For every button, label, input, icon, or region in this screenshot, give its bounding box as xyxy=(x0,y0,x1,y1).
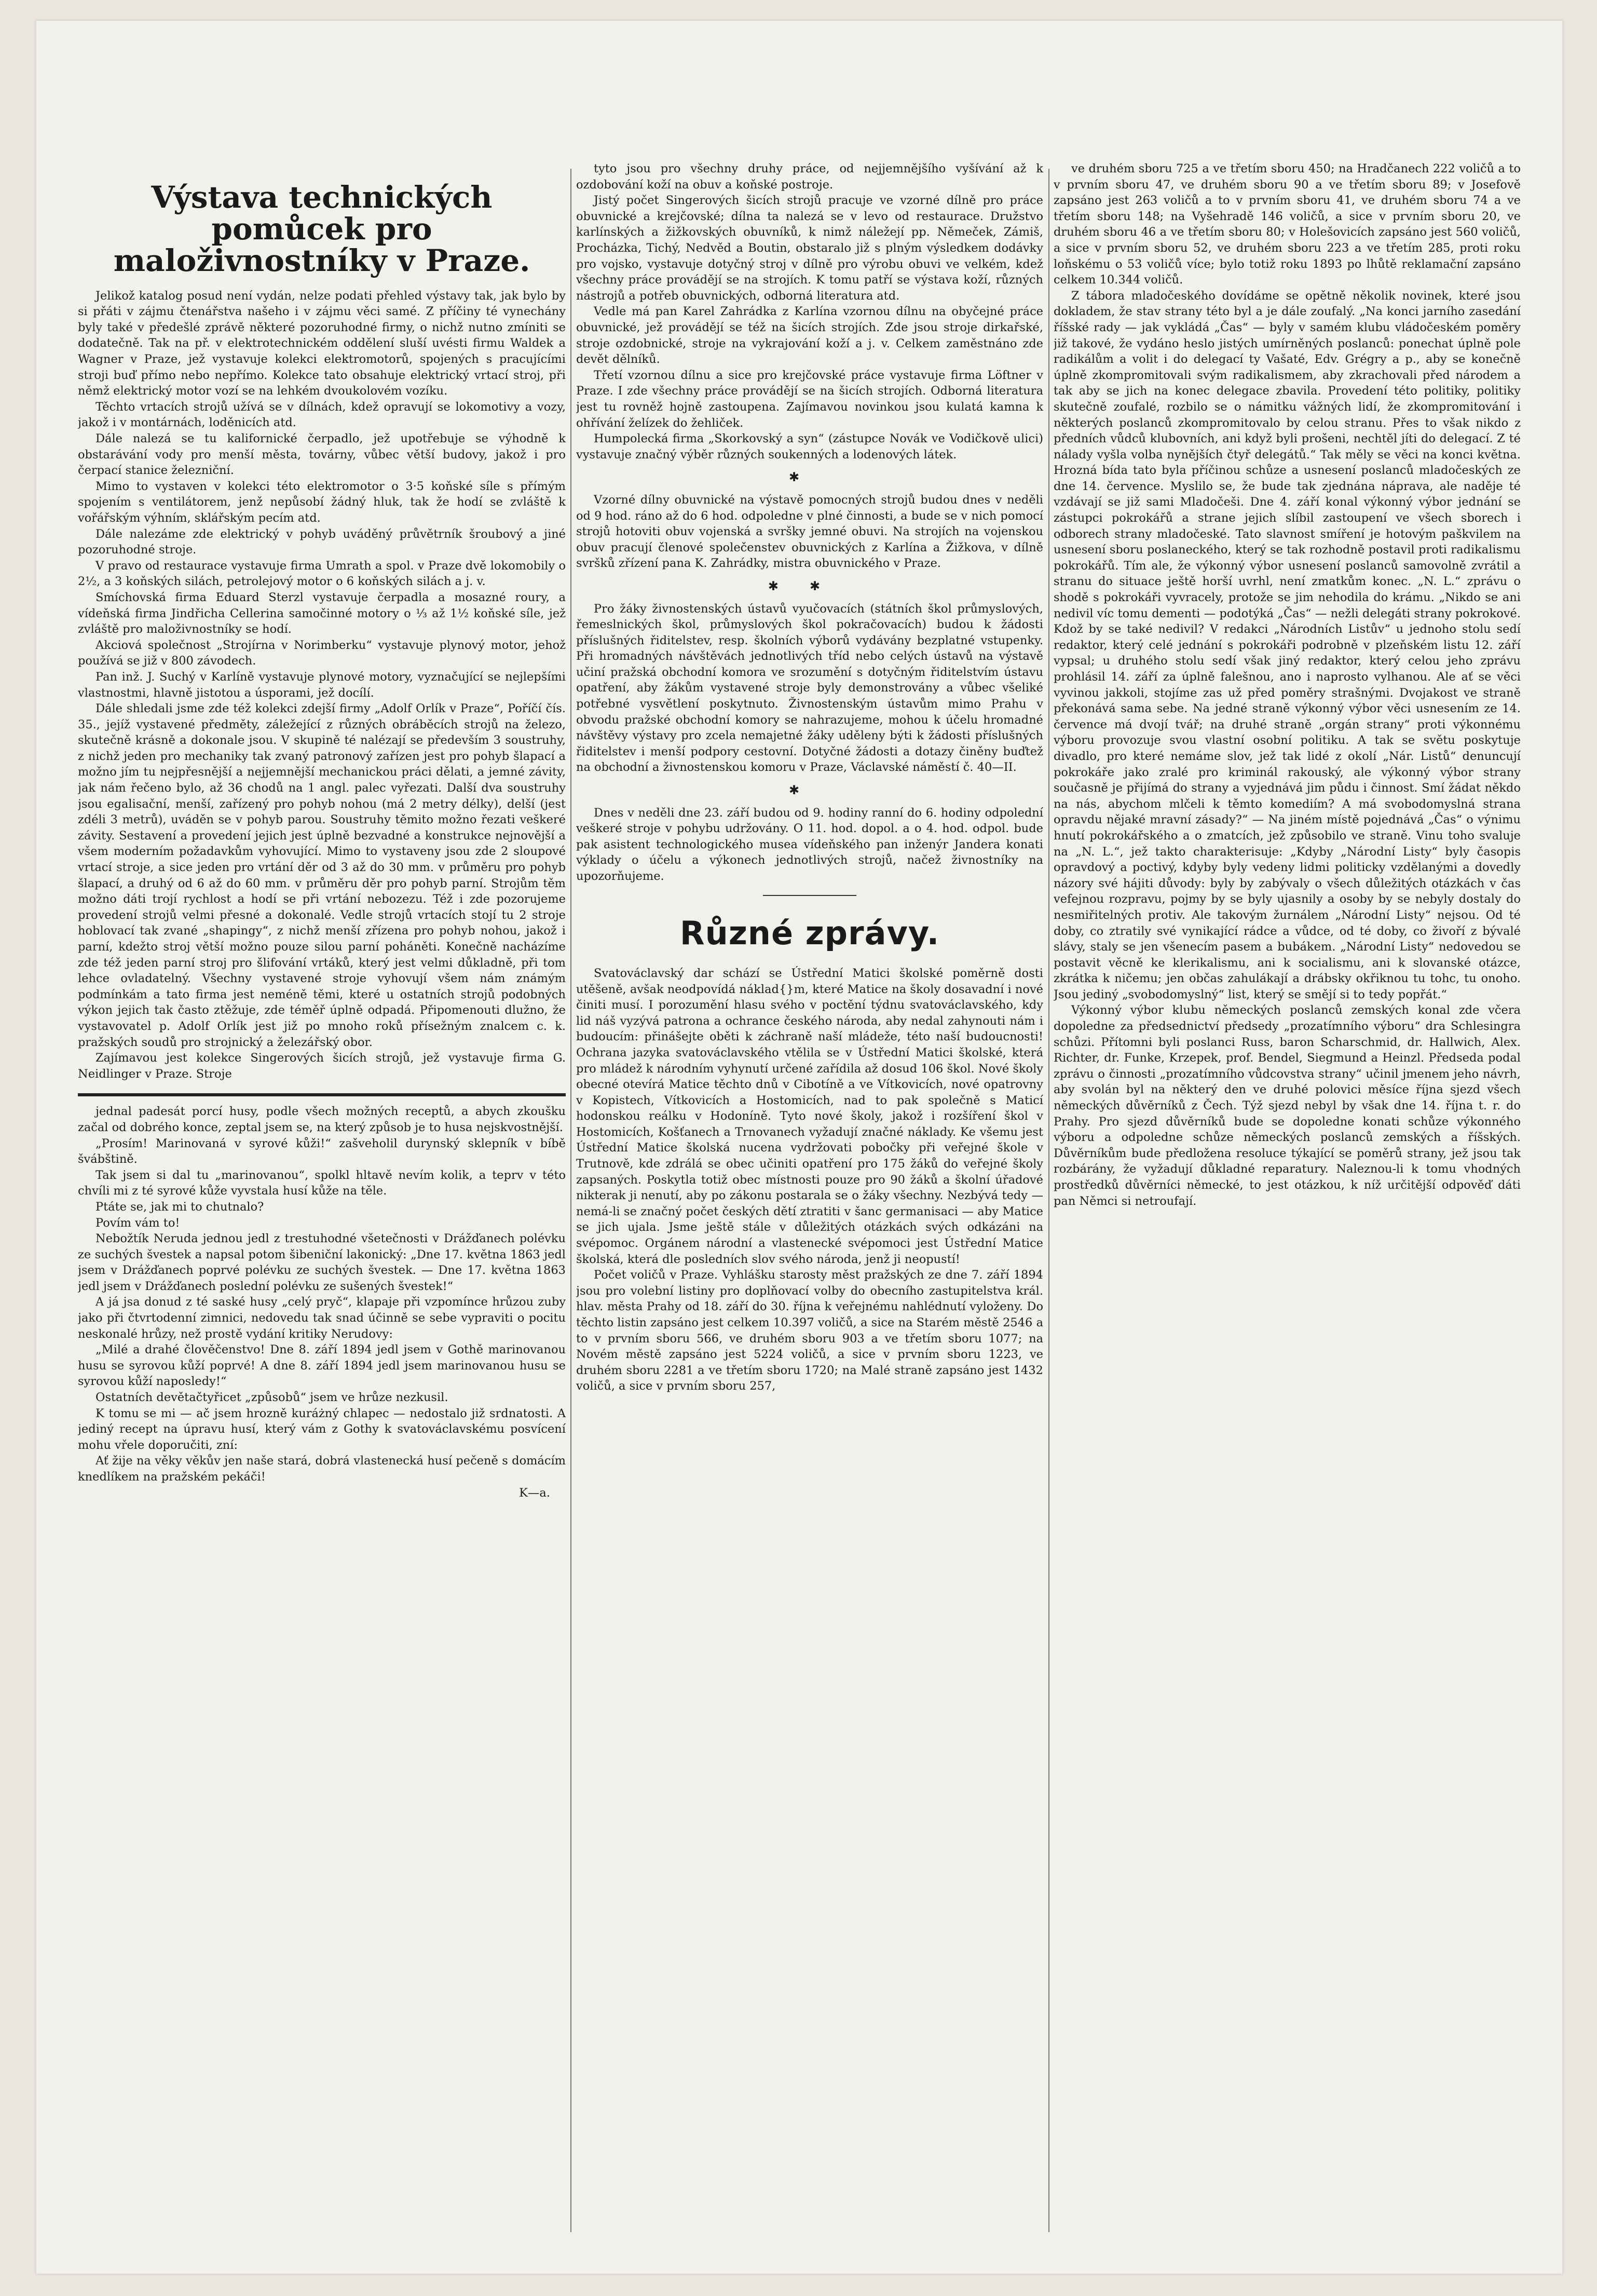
paragraph: Humpolecká firma „Skorkovský a syn“ (zástupce Novák ve Vodičkově ulici) vystavuje značný výběr různých soukenných a lodenových látek. xyxy=(576,432,1043,461)
column-1 xyxy=(78,161,566,2237)
star-separator: ✱ xyxy=(788,470,831,485)
paragraph: Ať žije na věky věkův jen naše stará, dobrá vlastenecká husí pečeně s domácím knedlíkem na pražském pekáči! xyxy=(78,1454,566,1484)
feuilleton xyxy=(78,1104,566,1501)
section-title: Různé zprávy. xyxy=(679,914,940,952)
paragraph: Dále nalezá se tu kalifornické čerpadlo, jež upotřebuje se výhodně k obstarávání vody pro menší města, továrny, vůbec větší budovy, jakož i pro čerpací stanice železniční. xyxy=(78,432,566,478)
paragraph: Ptáte se, jak mi to chutnalo? xyxy=(95,1200,264,1214)
news-paragraph: ve druhém sboru 725 a ve třetím sboru 450; na Hradčanech 222 voličů a to v prvním sboru 47, ve druhém sboru 90 a ve třetím sboru 89; v Josefově zapsáno jest 263 voličů a to v prvním sboru 41, ve druhém sboru 74 a ve třetím sboru 148; na Vyšehradě 146 voličů, a sice v prvním sboru 20, ve druhém sboru 46 a ve třetím sboru 80; v Holešovicích zapsáno jest 560 voličů, a sice v prvním sboru 52, ve druhém sboru 223 a ve třetím 285, proti roku loňskému o 53 voličů více; bylo totiž roku 1893 po lhůtě reklamační zapsáno celkem 10.344 voličů. xyxy=(1054,162,1521,287)
paragraph: K tomu se mi — ač jsem hrozně kuráżný chlapec — nedostalo již srdnatosti. A jediný recept na úpravu husí, který vám z Gothy k svatováclavskému posvícení mohu vřele doporučiti, zní: xyxy=(78,1406,566,1452)
paragraph: Pro žáky živnostenských ústavů vyučovacích (státních škol průmyslových, řemeslnických škol, průmyslových škol pokračovacích) budou k žádosti příslušných řiditelstev, resp. školních výborů vydávány bezplatné vstupenky. Při hromadných návštěvách jednotlivých tříd nebo celých ústavů na výstavě učiní pražská obchodní komora ve srozumění s dotyčným řiditelstvím ústavu opatření, aby žákům vystavené stroje byly demonstrovány a vůbec všeliké potřebné vysvětlení poskytnuto. Živnostenským ústavům mimo Prahu v obvodu pražské obchodní komory se nahrazujeme, mohou k účelu hromadné návštěvy výstavy pro zcela nemajetné žáky uděleny býti k žádosti příslušných řiditelstev i menší podpory cestovní. Dotyčné žádosti a dotazy činěny buďtež na obchodní a živnostenskou komoru v Praze, Václavské náměstí č. 40—II. xyxy=(576,602,1043,775)
paragraph: Zajímavou jest kolekce Singerových šicích strojů, jež vystavuje firma G. Neidlinger v Praze. Stroje xyxy=(78,1051,566,1081)
news-items xyxy=(576,966,1043,1394)
paragraph: Dále shledali jsme zde též kolekci zdejší firmy „Adolf Orlík v Praze“, Poříčí čís. 35., jejíž vystavené předměty, záležející z různých obráběcích strojů na železo, skutečně krásně a dokonale jsou. V skupině té nalézají se především 3 soustruhy, z nichž jeden pro mechaniky tak zvaný patronový zařízen jest pro pohyb šlapací a možno jím tu nejpřesnější a nejjemnější mechanickou práci dělati, a jemné závity, jak nám řečeno bylo, až 36 chodů na 1 angl. palec vyřezati. Další dva soustruhy jsou egalisační, menší, zařízený pro pohyb nohou (má 2 metry délky), delší (jest zdéli 3 metrů), uváděn se v pohyb parou. Soustruhy těmito možno řezati veškeré závity. Sestavení a provedení jejich jest úplně bezvadné a konstrukce nejnovější a všem moderním požadavkům vyhovující. Mimo to vystaveny jsou zde 2 sloupové vrtací stroje, a sice jeden pro vrtání děr od 3 až do 30 mm. v průměru pro pohyb šlapací, a druhý od 6 až do 60 mm. v průměru děr pro pohyb parní. Strojům těm možno dáti trojí rychlost a hodí se při vrtání nebozezu. Též i zde pozorujeme provedení strojů velmi přesné a dokonalé. Vedle strojů vrtacích stojí tu 2 stroje hoblovací tak zvané „shapingy“, z nichž menší zřízena pro pohyb nohou, jakož i parní, kdežto stroj větší možno pouze silou parní poháněti. Konečně nacházíme zde též jeden parní stroj pro šlifování vrtáků, který jest velmi důkladně, při tom lehce ovladatelný. Všechny vystavené stroje vyhovují všem nám známým podmínkám a tato firma jest neméně těmi, které u ostatních strojů podobných výkon jejich tak často ztěžuje, zde téměř úplně odpadá. Připomenouti dlužno, že vystavovatel p. Adolf Orlík jest již po mnoho roků přísežným znalcem c. k. pražských soudů pro strojnický a železářský obor. xyxy=(78,702,566,1049)
paragraph: jednal padesát porcí husy, podle všech možných receptů, a abych zkoušku začal od dobrého konce, zeptal jsem se, na který způsob je to husa nejskvostnější. xyxy=(78,1105,566,1134)
paragraph: Povím vám to! xyxy=(95,1216,180,1230)
paragraph: Dále nalezáme zde elektrický v pohyb uváděný průvětrník šroubový a jiné pozoruhodné stroje. xyxy=(78,527,566,557)
news-paragraph: Výkonný výbor klubu německých poslanců zemských konal zde včera dopoledne za předsednictví předsedy „prozatímního výboru“ dra Schlesingra schůzi. Přítomni byli poslanci Russ, baron Scharschmid, dr. Hallwich, Alex. Richter, dr. Funke, Krzepek, prof. Bendel, Siegmund a Heinzl. Předseda podal zprávu o činnosti „prozatímního vůdcovstva strany“ učinil jmenem jeho návrh, aby svolán byl na některý den ve druhé polovici měsíce října sjezd všech německých důvěrníků z Čech. Týž sjezd nebyl by však dne 14. října t. r. do Prahy. Pro sjezd důvěrníků bude se dopoledne konati schůze výkonného výboru a odpoledne schůze německých poslanců zemských a říšských. Důvěrníkům bude předložena resoluce týkající se poměrů strany, jež jsou tak rozbárány, že vyžadují důkladné reparatury. Naleznou-li k tomu vhodných prostředků důvěrníci německé, to jest otázkou, k níž určitější odpověď dáti pan Němci si netroufají. xyxy=(1054,1003,1521,1208)
exhibition-article xyxy=(78,288,566,1082)
paragraph: Těchto vrtacích strojů užívá se v dílnách, kdež opravují se lokomotivy a vozy, jakož i v montárnách, loděnicích atd. xyxy=(78,400,566,430)
column-2 xyxy=(576,161,1043,2237)
paragraph: Ostatních devětačtyřicet „způsobů“ jsem ve hrůze nezkusil. xyxy=(95,1391,448,1405)
paragraph: Tak jsem si dal tu „marinovanou“, spolkl hltavě nevím kolik, a teprv v této chvíli mi z té syrové kůže vyvstala husí kůže na těle. xyxy=(78,1168,566,1198)
paragraph: „Milé a drahé člověčenstvo! Dne 8. září 1894 jedl jsem v Gothě marinovanou husu se syrovou kůží poprvé! A dne 8. září 1894 jedl jsem marinovanou husu se syrovou kůží naposledy!“ xyxy=(78,1343,566,1389)
star-separator: ✱✱ xyxy=(768,578,852,593)
star-separator: ✱ xyxy=(788,783,831,798)
column-rule xyxy=(570,169,571,2232)
news-paragraph: Z tábora mladočeského dovídáme se opětně několik novinek, které jsou dokladem, že stav strany této byl a je dále zoufalý. „Na konci jarního zasedání říšské rady — jak vykládá „Čas“ — byly v samém klubu vládočeském poměry již takové, že vydáno heslo jistých umírněných poslanců: ponechat úplně pole radikálům a volit i do delegací ty Vašaté, Edv. Grégry a p., aby se konečně úplně zkompromitovali svým radikalismem, aby zkrachovali před národem a tak aby se jich na konec delegace zbavila. Provedení této politiky, politiky skutečně zoufalé, rozbilo se o námitku vážných lidí, že zkompromitování i některých poslanců zkompromitovalo by celou stranu. Přes to však nikdo z předních vůdců klubovních, ani když byli prošeni, nechtěl jíti do delegací. Z té nálady vyšla volba nynějších čtyř delegátů.“ Tak měly se věci na konci května. Hrozná bída tato byla příčinou schůze a usnesení poslanců mladočeských ze dne 14. července. Myslilo se, že bude tak zjednána náprava, ale naděje té vzdávají se již sami Mladočeši. Dne 4. září konal výkonný výbor jednání se zástupci pokrokářů a strane jejich slíbil zastoupení ve všech sborech i odborech strany mladočeské. Tato slavnost smíření je hotovým paškvilem na usnesení sboru poslaneckého, který se tak rozhodně postavil proti radikalismu pokrokářů. Tím ale, že výkonný výbor usnesení poslanců samovolně zvrátil a stranu do situace ještě horší uvrhl, není zmatkům konec. „N. L.“ zprávu o shodě s pokrokáři vyvracely, protože se jim nehodila do krámu. „Nikdo se ani nedivil víc tomu dementi — podotýká „Čas“ — nežli delegáti strany pokrokové. Kdož by se také nedivil? V redakci „Národních Listův“ u jednoho stolu sedí redaktor, který celé jednání s pokrokáři podrobně v plzeňském listu 12. září vypsal; u druhého stolu sedí však jiný redaktor, který celou jeho zprávu prohlásil 14. září za úplně falešnou, ano i naprosto vylhanou. Ale ať se věci vyvinou jakkoli, stojíme zas už před poměry strašnými. Dvojakost ve straně překonává sama sebe. Na jedné straně výkonný výbor věci usnesením ze 14. července má dvojí tvář; na druhé straně „orgán strany“ proti výkonnému výboru provozuje svou vlastní osobní politiku. A tak se světu poskytuje divadlo, pro které nemáme slov, jež tak lidé z okolí „Nár. Listů“ denuncují pokrokáře jako zralé pro kriminál rakouský, ale výkonný výbor strany současně je přijímá do strany a vyjednává jim půdu i činnost. Smí žádat někdo na nás, abychom mlčeli k těmto komediím? A má svobodomyslná strana opravdu nějaké mravní zásady?“ — Na jiném místě pojednává „Čas“ o výnimu hnutí pokrokářského a o zmatcích, jež způsobilo ve straně. Vinu toho svaluje na „N. L.“, jež takto charakterisuje: „Kdyby „Národní Listy“ byly časopis opravdový a poctivý, kdyby byly vedeny lidmi politicky vzdělanými a dovedly názory své hájiti důvody: byly by zabývaly o všech důležitých otázkách v čas vefejnou rozpravu, pojmy by se byly ujasnily a osoby by se nebyly dostaly do nesmiřitelných protiv. Ale takovým žurnálem „Národní Listy“ nejsou. Od té doby, co ztratily své vynikající rádce a vůdce, od té doby, co živoří z bývalé slávy, staly se jen všenecím pasem a bubákem. „Národní Listy“ nedovedou se postavit věcně ke klerikalismu, ani k socialismu, ani k slovanské otázce, zkrátka k ničemu; jen občas zahulákají a drábsky okřiknou tu tohc, tu onoho. Jsou jediný „svobodomyslný“ list, který se smějí si to tedy popřát.“ xyxy=(1054,289,1521,1001)
paragraph: Mimo to vystaven v kolekci této elektromotor o 3·5 koňské síle s přímým spojením s ventilátorem, jenž nepůsobí žádný hluk, tak že hodí se zvláště k vořářským výhním, sklářským pecím atd. xyxy=(78,479,566,525)
paragraph: Vedle má pan Karel Zahrádka z Karlína vzornou dílnu na obyčejné práce obuvnické, jež provádějí se též na šicích strojích. Zde jsou stroje dirkařské, stroje ozdobnické, stroje na vykrajování koží a j. v. Celkem zaměstnáno zde devět dělníků. xyxy=(576,305,1043,366)
column-rule xyxy=(1048,169,1049,2232)
paragraph: „Prosím! Marinovaná v syrové kůži!“ zašveholil durynský sklepník v bíbě švábštině. xyxy=(78,1136,566,1166)
paragraph: A já jsa donud z té saské husy „celý pryč“, klapaje při vzpomínce hrůzou zuby jako při čtvrtodenní zimnici, nedovedu tak snad účinně se sebe vypraviti o pocitu neskonalé hrůzy, než prostě vydání kritiky Nerudovy: xyxy=(78,1295,566,1341)
short-rule xyxy=(763,895,856,896)
news-paragraph: Svatováclavský dar schází se Ústřední Matici školské poměrně dosti utěšeně, avšak neodpovídá náklad{}m, které Matice na školy dosavadní i nové činiti musí. I porozumění hlasu svého v poctění týdnu svatováclavského, kdy lid náš vyzývá patrona a ochrance českého národa, aby nedal zahynouti nám i budoucím: přinášejte oběti k záchraně naší mládeže, této naší budoucnosti! Ochrana jazyka svatováclavského vtělila se v Ústřední Matici školské, která pro mládež k národním vyhynutí určené zařídila až dosud 106 škol. Nové školy obecné otevírá Matice těchto dnů v Cibotíně a ve Vítkovicích, nové opatrovny v Kopistech, Vítkovicích a Hostomicích, nad to pak společně s Maticí hodonskou reálku v Hodoníně. Tyto nové školy, jakož i rozšíření škol v Hostomicích, Košťanech a Trnovanech vyžadují značné náklady. Ke všemu jest Ústřední Matice školská nucena vydržovati pobočky při veřejné škole v Trutnově, kde zdrálá se obec učiniti opatření pro 175 žáků do veřejné školy zapsaných. Poskytla totiž obec místnosti pouze pro 90 žáků a školní úřadové nikterak ji nenutí, aby po zákonu postarala se o žáky všechny. Nezbývá tedy — nemá-li se značný počet českých dětí ztratiti v šanc germanisaci — aby Matice se jich ujala. Jsme ještě stále v důležitých otázkách svých odkázáni na svépomoc. Orgánem národní a vlastenecké svépomoci jest Ústřední Matice školská, která dle posledních slov svého národa, jenž ji neopustí! xyxy=(576,966,1043,1266)
article-headline: Výstava technických pomůcek pro maloživnostníky v Praze. xyxy=(113,180,530,278)
column-3 xyxy=(1054,161,1521,2237)
newspaper-page xyxy=(36,21,1562,2274)
section-divider xyxy=(78,1093,566,1096)
paragraph: tyto jsou pro všechny druhy práce, od nejjemnějšího vyšívání až k ozdobování koží na obuv a koňské postroje. xyxy=(576,162,1043,192)
paragraph: Vzorné dílny obuvnické na výstavě pomocných strojů budou dnes v neděli od 9 hod. ráno až do 6 hod. odpoledne v plné činnosti, a bude se v nich pomocí strojů hotoviti obuv vojenská a svršky jemné obuvi. Na strojích na vojenskou obuv pracují členové společenstev obuvnických z Karlína a Žižkova, v dílně svršků zřízení pana K. Zahrádky, mistra obuvnického v Praze. xyxy=(576,493,1043,570)
exhibition-article-continued xyxy=(576,161,1043,885)
paragraph: V pravo od restaurace vystavuje firma Umrath a spol. v Praze dvě lokomobily o 2½, a 3 koňských silách, petrolejový motor o 6 koňských silách a j. v. xyxy=(78,559,566,589)
paragraph: Smíchovská firma Eduard Sterzl vystavuje čerpadla a mosazné roury, a vídeňská firma Jindřicha Cellerina samočinné motory o ⅓ až 1½ koňské síle, jež zvláště pro maloživnostníky se hodí. xyxy=(78,590,566,636)
paragraph: Dnes v neděli dne 23. září budou od 9. hodiny ranní do 6. hodiny odpolední veškeré stroje v pohybu udržovány. O 11. hod. dopol. a o 4. hod. odpol. bude pak asistent technologického musea vídeňského pan inženýr Jandera konati výklady o účelu a výkonech jednotlivých strojů, načež živnostníky na upozorňujeme. xyxy=(576,806,1043,884)
paragraph: Pan inž. J. Suchý v Karlíně vystavuje plynové motory, vyznačující se nejlepšími vlastnostmi, hlavně jistotou a úsporami, jež docílí. xyxy=(78,670,566,700)
author-signature: K—a. xyxy=(519,1486,550,1500)
paragraph: Akciová společnost „Strojírna v Norimberku“ vystavuje plynový motor, jehož používá se již v 800 závodech. xyxy=(78,638,566,668)
news-paragraph: Počet voličů v Praze. Vyhlášku starosty měst pražských ze dne 7. září 1894 jsou pro volební listiny pro doplňovací volby do obecního zastupitelstva král. hlav. města Prahy od 18. září do 30. října k veřejnému nahlédnutí vyloženy. Do těchto listin zapsáno jest celkem 10.397 voličů, a sice na Starém městě 2546 a to v prvním sboru 566, ve druhém sboru 903 a ve třetím sboru 1077; na Novém městě zapsáno jest 5224 voličů, a sice v prvním sboru 1223, ve druhém sboru 2281 a ve třetím sboru 1720; na Malé straně zapsáno jest 1432 voličů, a sice v prvním sboru 257, xyxy=(576,1268,1043,1393)
paragraph: Jelikož katalog posud není vydán, nelze podati přehled výstavy tak, jak bylo by si přáti v zájmu čtenářstva našeho i v zájmu věci samé. Z příčiny té vynechány byly také v předešlé zprávě některé pozoruhodné firmy, o nichž nutno zmíniti se dodatečně. Tak na př. v elektrotechnickém oddělení sluší uvésti firmu Waldek a Wagner v Praze, jež vystavuje kolekci elektromotorů, spojených s pracujícími stroji buď přímo nebo nepřímo. Kolekce tato obsahuje elektrický vrtací stroj, při němž elektrický motor vozí se na lehkém dvoukolovém vozíku. xyxy=(78,289,566,398)
paragraph: Jistý počet Singerových šicích strojů pracuje ve vzorné dílně pro práce obuvnické a krejčovské; dílna ta nalezá se v levo od restaurace. Družstvo karlínských a žižkovských obuvníků, k nimž náležejí pp. Němeček, Zámiš, Procházka, Tichý, Nedvěd a Boutin, obstaralo již s plným výsledkem dodávky pro vojsko, vystavuje dotyčný stroj v dílně pro výrobu obuvi ve velkém, kdež všechny práce provádějí se na strojích. K tomu patří se výstava koží, různých nástrojů a potřeb obuvnických, odborná literatura atd. xyxy=(576,194,1043,303)
paragraph: Třetí vzornou dílnu a sice pro krejčovské práce vystavuje firma Löftner v Praze. I zde všechny práce provádějí se na šicích strojích. Odborná literatura jest tu rovněž hojně zastoupena. Zajímavou novinkou jsou kulatá kamna k ohřívání želízek do žehliček. xyxy=(576,368,1043,430)
paragraph: Nebožtík Neruda jednou jedl z trestuhodné všetečnosti v Drážďanech polévku ze suchých švestek a napsal potom šibeniční lakonický: „Dne 17. května 1863 jedl jsem v Drážďanech poprvé polévku ze suchých švestek. — Dne 17. května 1863 jedl jsem v Drážďanech poslední polévku ze sušených švestek!“ xyxy=(78,1232,566,1293)
